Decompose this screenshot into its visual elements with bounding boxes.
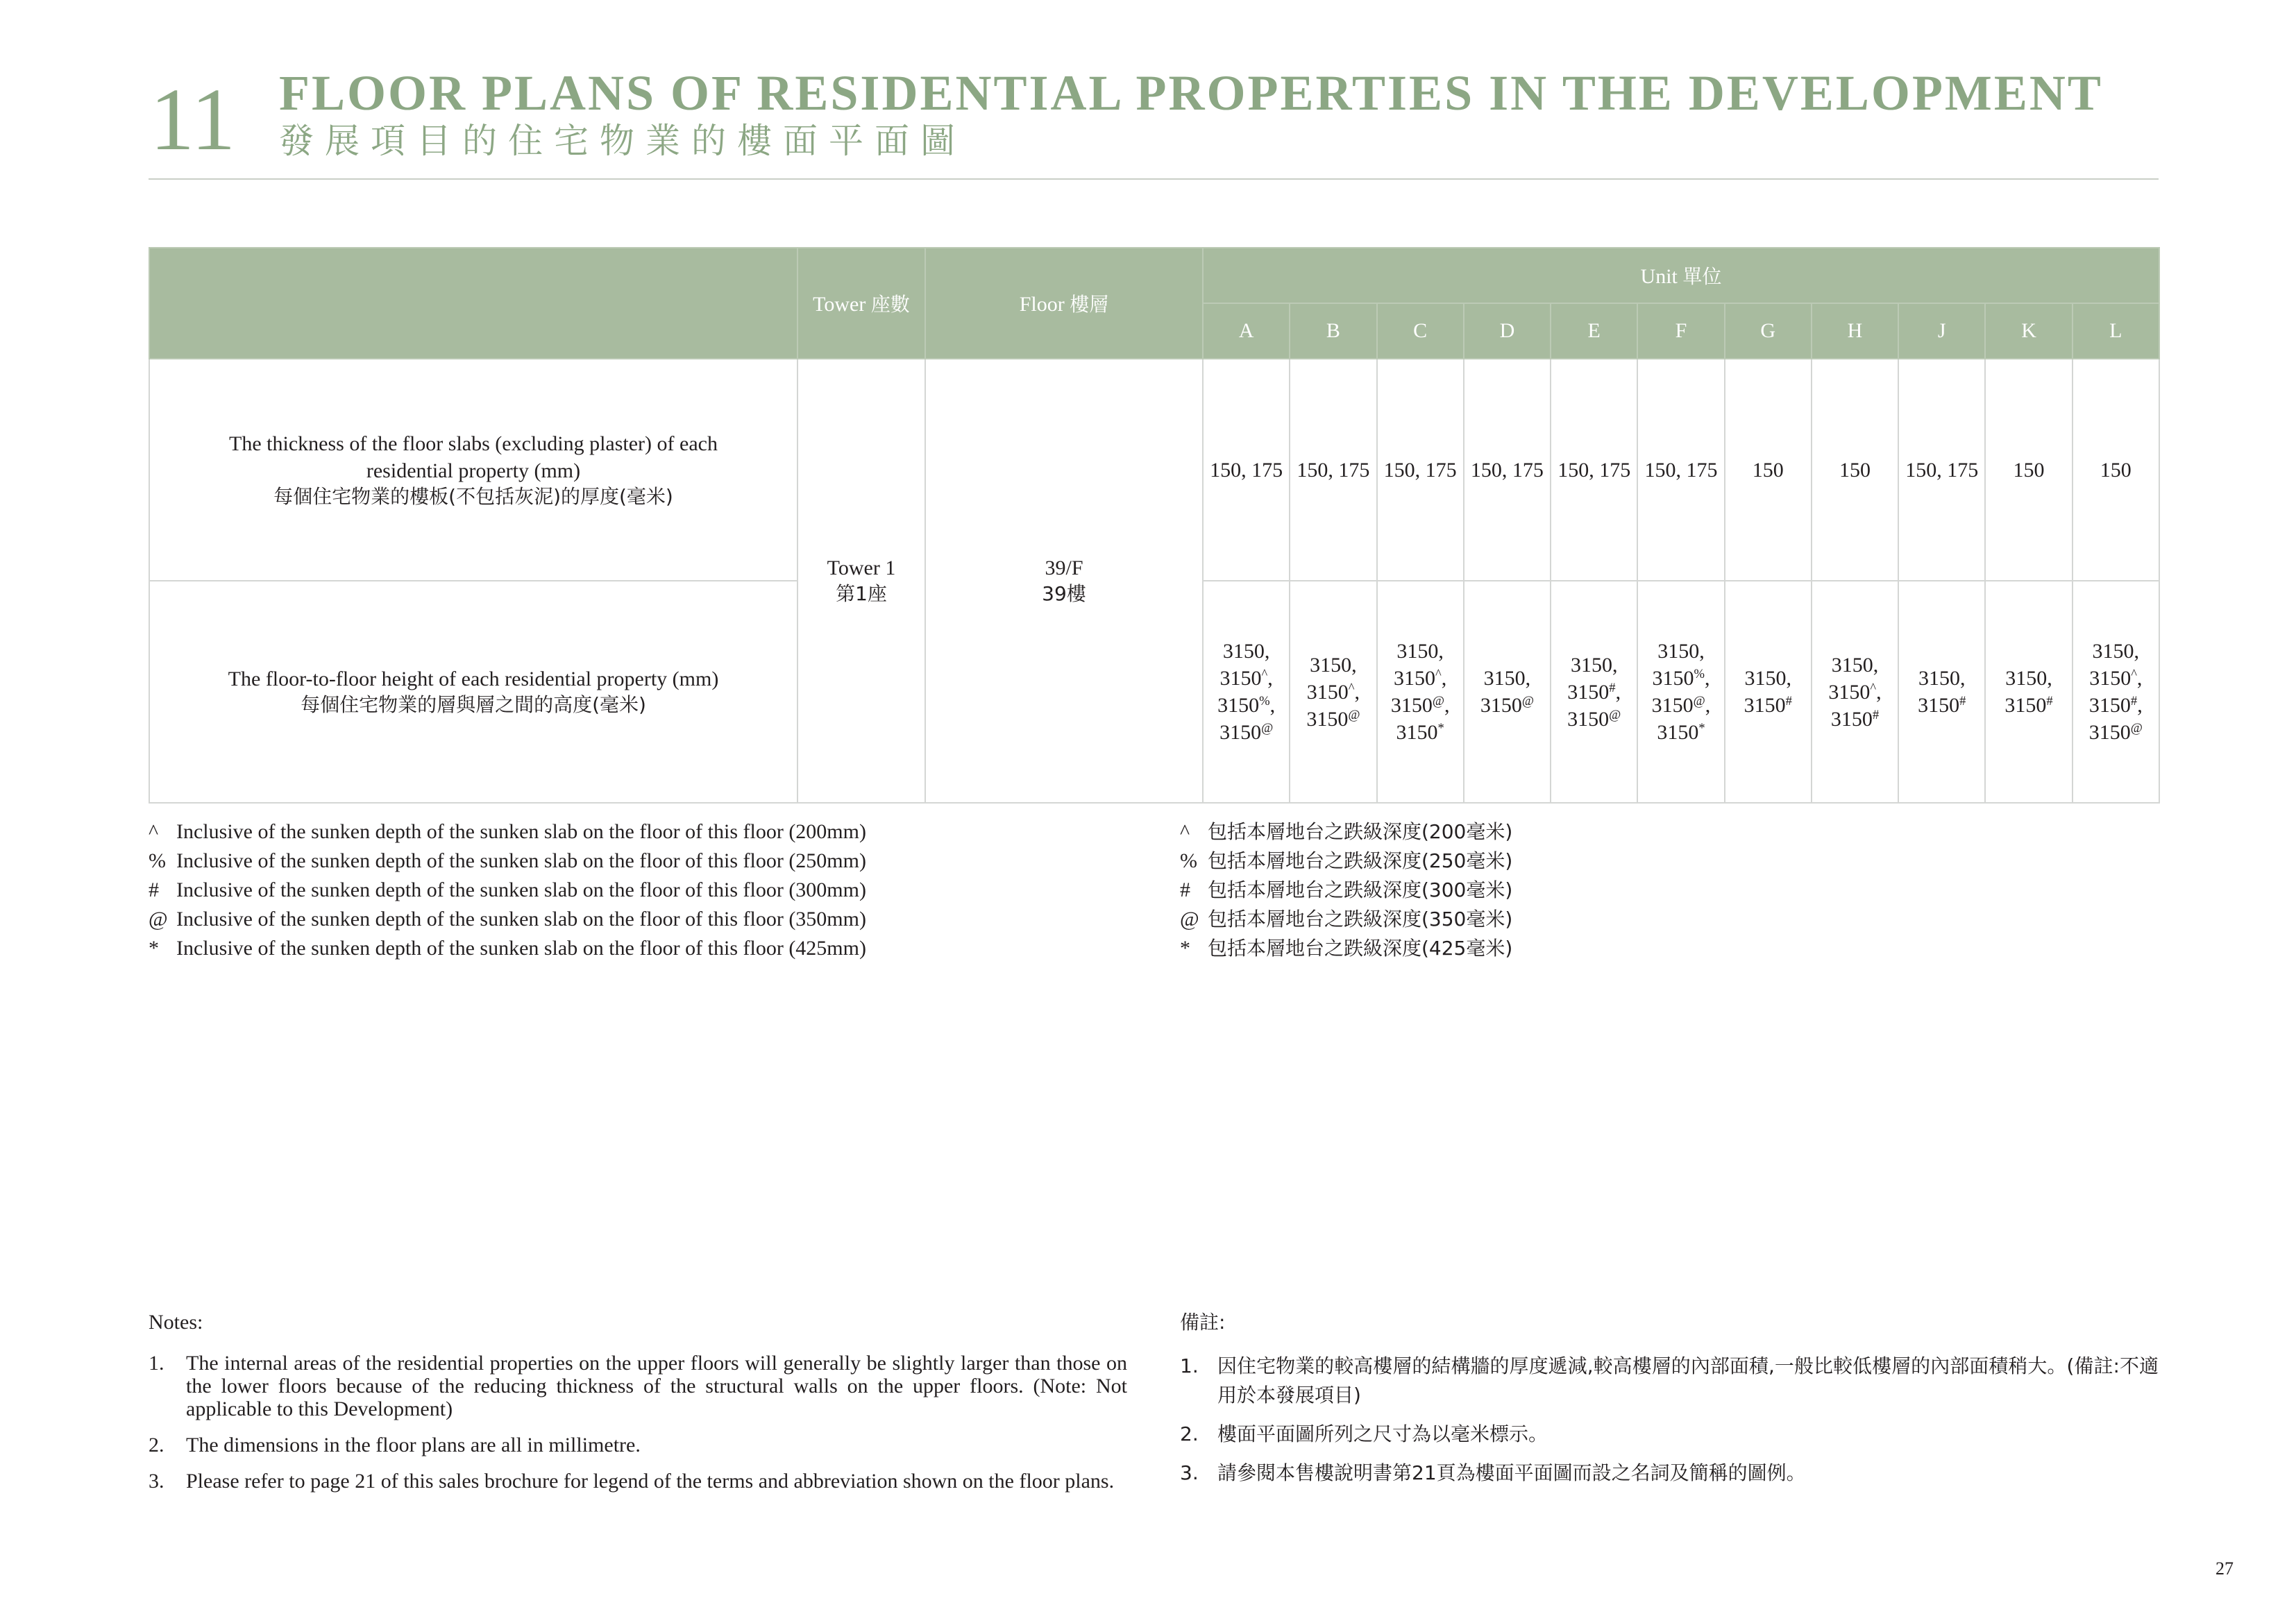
value-line: [1378, 692, 1462, 719]
value-marker: #: [1959, 693, 1966, 708]
value-text: 150, 175: [1383, 458, 1457, 482]
notes-en: [149, 1309, 1127, 1506]
value-text: 3150: [1828, 680, 1871, 704]
value-marker: ^: [1348, 680, 1355, 695]
value-line: [1726, 692, 1810, 719]
note-text: Please refer to page 21 of this sales brochure for legend of the terms and abbreviation shown on the floor plans.: [186, 1470, 1115, 1493]
value-punct: ,: [1705, 694, 1711, 717]
page-title-en: FLOOR PLANS OF RESIDENTIAL PROPERTIES IN THE DEVELOPMENT: [279, 65, 2103, 121]
legend-symbol: @: [149, 908, 168, 931]
value-line: [1900, 665, 1984, 692]
unit-header-f: F: [1637, 303, 1724, 359]
note-text: The internal areas of the residential properties on the upper floors will generally be slightly larger than those on the lower floors because of the reducing thickness of the structural walls on the upper floors. (Note: Not applicable to this Development): [186, 1352, 1127, 1420]
legend-symbol: *: [149, 937, 159, 960]
tower-value-en: Tower 1: [827, 556, 896, 580]
value-marker: ^: [2131, 666, 2137, 681]
note-number: 3.: [149, 1470, 164, 1493]
unit-header-e: E: [1551, 303, 1637, 359]
value-punct: ,: [1444, 694, 1450, 717]
value-text: 3150: [2089, 667, 2132, 690]
value-cell: [1812, 359, 1898, 581]
legend-en: [149, 817, 866, 963]
legend-text: Inclusive of the sunken depth of the sunken slab on the floor of this floor (350mm): [176, 908, 866, 931]
value-text: 3150: [1390, 694, 1433, 717]
value-text: 150: [1752, 458, 1784, 482]
unit-header-h: H: [1812, 303, 1898, 359]
value-cell: [1464, 581, 1551, 803]
value-cell: [1812, 581, 1898, 803]
value-text: 3150: [1394, 667, 1436, 690]
value-cell: [1290, 581, 1376, 803]
value-text: 3150: [1652, 667, 1694, 690]
note-number: 3.: [1180, 1461, 1199, 1484]
value-text: 150, 175: [1558, 458, 1631, 482]
value-text: 3150: [1480, 694, 1522, 717]
value-marker: @: [1348, 707, 1360, 722]
legend-item: [1180, 905, 1512, 934]
value-marker: *: [1437, 720, 1444, 736]
value-line: [1726, 665, 1810, 692]
value-cell: [1637, 359, 1724, 581]
value-punct: ,: [1704, 667, 1710, 690]
value-marker: @: [2130, 720, 2143, 736]
legend-text: 包括本層地台之跌級深度(250毫米): [1208, 849, 1513, 872]
page-number: 27: [2215, 1558, 2234, 1579]
legend-symbol: ^: [149, 820, 159, 843]
note-text: 請參閱本售樓說明書第21頁為樓面平面圖而設之名詞及簡稱的圖例。: [1217, 1461, 1806, 1484]
value-line: [1378, 457, 1462, 484]
value-line: [1813, 679, 1897, 706]
value-punct: ,: [2136, 667, 2143, 690]
value-marker: @: [1521, 693, 1534, 708]
tower-cell: [797, 359, 925, 803]
value-line: [1204, 665, 1288, 692]
value-text: 3150: [2088, 694, 2131, 717]
value-text: 150, 175: [1905, 458, 1979, 482]
value-cell: [1377, 581, 1464, 803]
legend-text: Inclusive of the sunken depth of the sunken slab on the floor of this floor (250mm): [176, 849, 866, 872]
value-text: 3150: [1219, 721, 1262, 744]
value-marker: @: [1432, 693, 1444, 708]
value-line: [2074, 457, 2158, 484]
value-text: 3150: [1744, 694, 1786, 717]
notes-heading: Notes:: [149, 1311, 203, 1334]
value-text: 3150: [1567, 680, 1610, 704]
value-text: 3150: [1567, 707, 1610, 731]
legend-item: [1180, 934, 1512, 963]
unit-header-k: K: [1985, 303, 2072, 359]
value-text: 3150,: [1831, 653, 1879, 677]
value-line: [1986, 457, 2070, 484]
value-line: [2074, 638, 2158, 665]
value-marker: ^: [1261, 666, 1268, 681]
value-text: 3150: [1306, 707, 1349, 731]
value-cell: [1898, 359, 1985, 581]
legend-text: 包括本層地台之跌級深度(200毫米): [1208, 820, 1513, 843]
row-label-zh: 每個住宅物業的樓板(不包括灰泥)的厚度(毫米): [273, 484, 673, 508]
value-line: [1639, 457, 1723, 484]
note-item: [1180, 1352, 2159, 1410]
value-text: 3150: [1651, 694, 1694, 717]
note-item: [149, 1434, 1127, 1456]
floor-value-en: 39/F: [1045, 556, 1083, 580]
legend-text: 包括本層地台之跌級深度(300毫米): [1208, 878, 1513, 901]
value-text: 3150,: [1222, 640, 1270, 663]
value-text: 3150: [2004, 694, 2047, 717]
value-line: [1291, 679, 1375, 706]
value-marker: #: [2046, 693, 2053, 708]
value-line: [1204, 719, 1288, 746]
value-punct: ,: [1615, 680, 1621, 704]
value-cell: [1464, 359, 1551, 581]
value-line: [1900, 692, 1984, 719]
value-punct: ,: [1441, 667, 1447, 690]
value-line: [1552, 679, 1636, 706]
value-line: [1378, 665, 1462, 692]
value-cell: [1290, 359, 1376, 581]
value-text: 150, 175: [1644, 458, 1718, 482]
title-divider: [149, 178, 2159, 180]
value-line: [1813, 706, 1897, 733]
value-text: 3150: [1657, 721, 1699, 744]
value-marker: *: [1698, 720, 1705, 736]
value-cell: [1725, 581, 1812, 803]
value-marker: #: [2130, 693, 2138, 708]
legend-item: [149, 817, 866, 847]
value-line: [2074, 665, 2158, 692]
value-text: 3150: [1918, 694, 1960, 717]
value-line: [1291, 652, 1375, 679]
value-text: 3150,: [1570, 653, 1618, 677]
value-cell: [1898, 581, 1985, 803]
value-marker: ^: [1435, 666, 1442, 681]
value-line: [1552, 652, 1636, 679]
value-text: 3150,: [1483, 667, 1531, 690]
page-title-zh: 發展項目的住宅物業的樓面平面圖: [279, 121, 966, 161]
value-marker: @: [1693, 693, 1705, 708]
value-cell: [1985, 359, 2072, 581]
value-cell: [1377, 359, 1464, 581]
value-text: 3150,: [2092, 640, 2140, 663]
unit-header-j: J: [1898, 303, 1985, 359]
value-line: [1291, 706, 1375, 733]
value-line: [1465, 457, 1549, 484]
value-marker: %: [1694, 666, 1705, 681]
value-cell: [1985, 581, 2072, 803]
legend-zh: [1180, 817, 1512, 963]
floor-spec-table: [149, 247, 2160, 804]
value-line: [1378, 719, 1462, 746]
note-text: 樓面平面圖所列之尺寸為以毫米標示。: [1217, 1422, 1548, 1445]
value-line: [1204, 457, 1288, 484]
tower-header: Tower 座數: [797, 248, 925, 359]
value-text: 3150,: [2005, 667, 2052, 690]
tower-value-zh: 第1座: [836, 582, 887, 606]
unit-header-a: A: [1203, 303, 1290, 359]
legend-text: 包括本層地台之跌級深度(350毫米): [1208, 908, 1513, 931]
value-line: [1986, 665, 2070, 692]
value-line: [1291, 457, 1375, 484]
value-cell: [1637, 581, 1724, 803]
row-label-zh: 每個住宅物業的層與層之間的高度(毫米): [301, 693, 646, 717]
notes-zh: [1180, 1309, 2159, 1497]
value-line: [1726, 457, 1810, 484]
row-label-slab-thickness: [149, 359, 797, 581]
legend-text: Inclusive of the sunken depth of the sunken slab on the floor of this floor (425mm): [176, 937, 866, 960]
value-line: [2074, 692, 2158, 719]
value-cell: [1725, 359, 1812, 581]
value-line: [1639, 719, 1723, 746]
value-text: 150: [2100, 458, 2132, 482]
value-line: [1986, 692, 2070, 719]
value-marker: @: [1609, 707, 1621, 722]
value-line: [1552, 457, 1636, 484]
value-text: 150: [2013, 458, 2045, 482]
value-text: 3150: [1219, 667, 1262, 690]
value-text: 3150,: [1744, 667, 1791, 690]
value-text: 3150,: [1396, 640, 1444, 663]
value-line: [1813, 457, 1897, 484]
floor-value-zh: 39樓: [1042, 582, 1086, 606]
value-line: [1639, 665, 1723, 692]
notes-heading: 備註:: [1180, 1311, 1226, 1334]
value-marker: ^: [1870, 680, 1877, 695]
legend-text: Inclusive of the sunken depth of the sunken slab on the floor of this floor (300mm): [176, 878, 866, 901]
legend-symbol: #: [1180, 878, 1190, 901]
value-text: 150: [1839, 458, 1871, 482]
legend-symbol: %: [1180, 849, 1197, 872]
value-punct: ,: [1354, 680, 1360, 704]
value-punct: ,: [1876, 680, 1882, 704]
value-punct: ,: [1267, 667, 1273, 690]
legend-item: [149, 876, 866, 905]
unit-header-c: C: [1377, 303, 1464, 359]
note-item: [149, 1470, 1127, 1493]
value-line: [1465, 665, 1549, 692]
value-marker: #: [1785, 693, 1792, 708]
header-blank-cell: [149, 248, 797, 359]
legend-symbol: @: [1180, 908, 1199, 931]
value-text: 3150: [1396, 721, 1438, 744]
value-cell: [1551, 581, 1637, 803]
legend-symbol: %: [149, 849, 166, 872]
value-line: [1813, 652, 1897, 679]
legend-symbol: ^: [1180, 820, 1190, 843]
value-line: [1378, 638, 1462, 665]
value-text: 3150: [1217, 694, 1260, 717]
note-item: [1180, 1459, 2159, 1488]
legend-item: [149, 934, 866, 963]
note-item: [1180, 1420, 2159, 1449]
unit-header-g: G: [1725, 303, 1812, 359]
value-line: [1639, 638, 1723, 665]
value-line: [1465, 692, 1549, 719]
legend-item: [149, 905, 866, 934]
unit-header: Unit 單位: [1203, 248, 2159, 303]
row-label-en: The thickness of the floor slabs (excluding plaster) of each residential property (mm): [229, 432, 718, 482]
legend-text: 包括本層地台之跌級深度(425毫米): [1208, 937, 1513, 960]
note-number: 1.: [1180, 1354, 1199, 1377]
value-text: 3150: [1830, 707, 1873, 731]
value-cell: [2073, 359, 2159, 581]
value-line: [1639, 692, 1723, 719]
value-text: 3150: [2088, 721, 2131, 744]
value-line: [1204, 638, 1288, 665]
value-text: 150, 175: [1297, 458, 1370, 482]
value-cell: [1203, 359, 1290, 581]
value-text: 150, 175: [1470, 458, 1544, 482]
value-punct: ,: [2137, 694, 2143, 717]
row-label-floor-height: [149, 581, 797, 803]
legend-item: [1180, 876, 1512, 905]
value-marker: #: [1872, 707, 1880, 722]
value-text: 3150,: [1918, 667, 1966, 690]
value-marker: %: [1259, 693, 1270, 708]
section-number: 11: [150, 70, 236, 169]
note-text: The dimensions in the floor plans are all in millimetre.: [186, 1434, 641, 1456]
value-line: [1204, 692, 1288, 719]
note-number: 1.: [149, 1352, 164, 1375]
note-text: 因住宅物業的較高樓層的結構牆的厚度遞減,較高樓層的內部面積,一般比較低樓層的內部面積稍大。(備註:不適用於本發展項目): [1217, 1354, 2159, 1407]
value-cell: [1551, 359, 1637, 581]
note-item: [149, 1352, 1127, 1420]
legend-item: [149, 847, 866, 876]
value-cell: [1203, 581, 1290, 803]
legend-symbol: *: [1180, 937, 1190, 960]
value-line: [1552, 706, 1636, 733]
note-number: 2.: [1180, 1422, 1199, 1445]
unit-header-b: B: [1290, 303, 1376, 359]
legend-symbol: #: [149, 878, 159, 901]
value-line: [2074, 719, 2158, 746]
value-text: 3150,: [1310, 653, 1357, 677]
legend-item: [1180, 817, 1512, 847]
value-line: [1900, 457, 1984, 484]
row-label-en: The floor-to-floor height of each residential property (mm): [228, 668, 719, 691]
floor-header: Floor 樓層: [925, 248, 1203, 359]
legend-text: Inclusive of the sunken depth of the sunken slab on the floor of this floor (200mm): [176, 820, 866, 843]
value-text: 3150: [1306, 680, 1349, 704]
value-text: 150, 175: [1210, 458, 1283, 482]
legend-item: [1180, 847, 1512, 876]
value-text: 3150,: [1657, 640, 1705, 663]
floor-cell: [925, 359, 1203, 803]
unit-header-d: D: [1464, 303, 1551, 359]
value-marker: @: [1261, 720, 1274, 736]
value-cell: [2073, 581, 2159, 803]
unit-header-l: L: [2073, 303, 2159, 359]
value-punct: ,: [1269, 694, 1276, 717]
note-number: 2.: [149, 1434, 164, 1456]
value-marker: #: [1609, 680, 1616, 695]
